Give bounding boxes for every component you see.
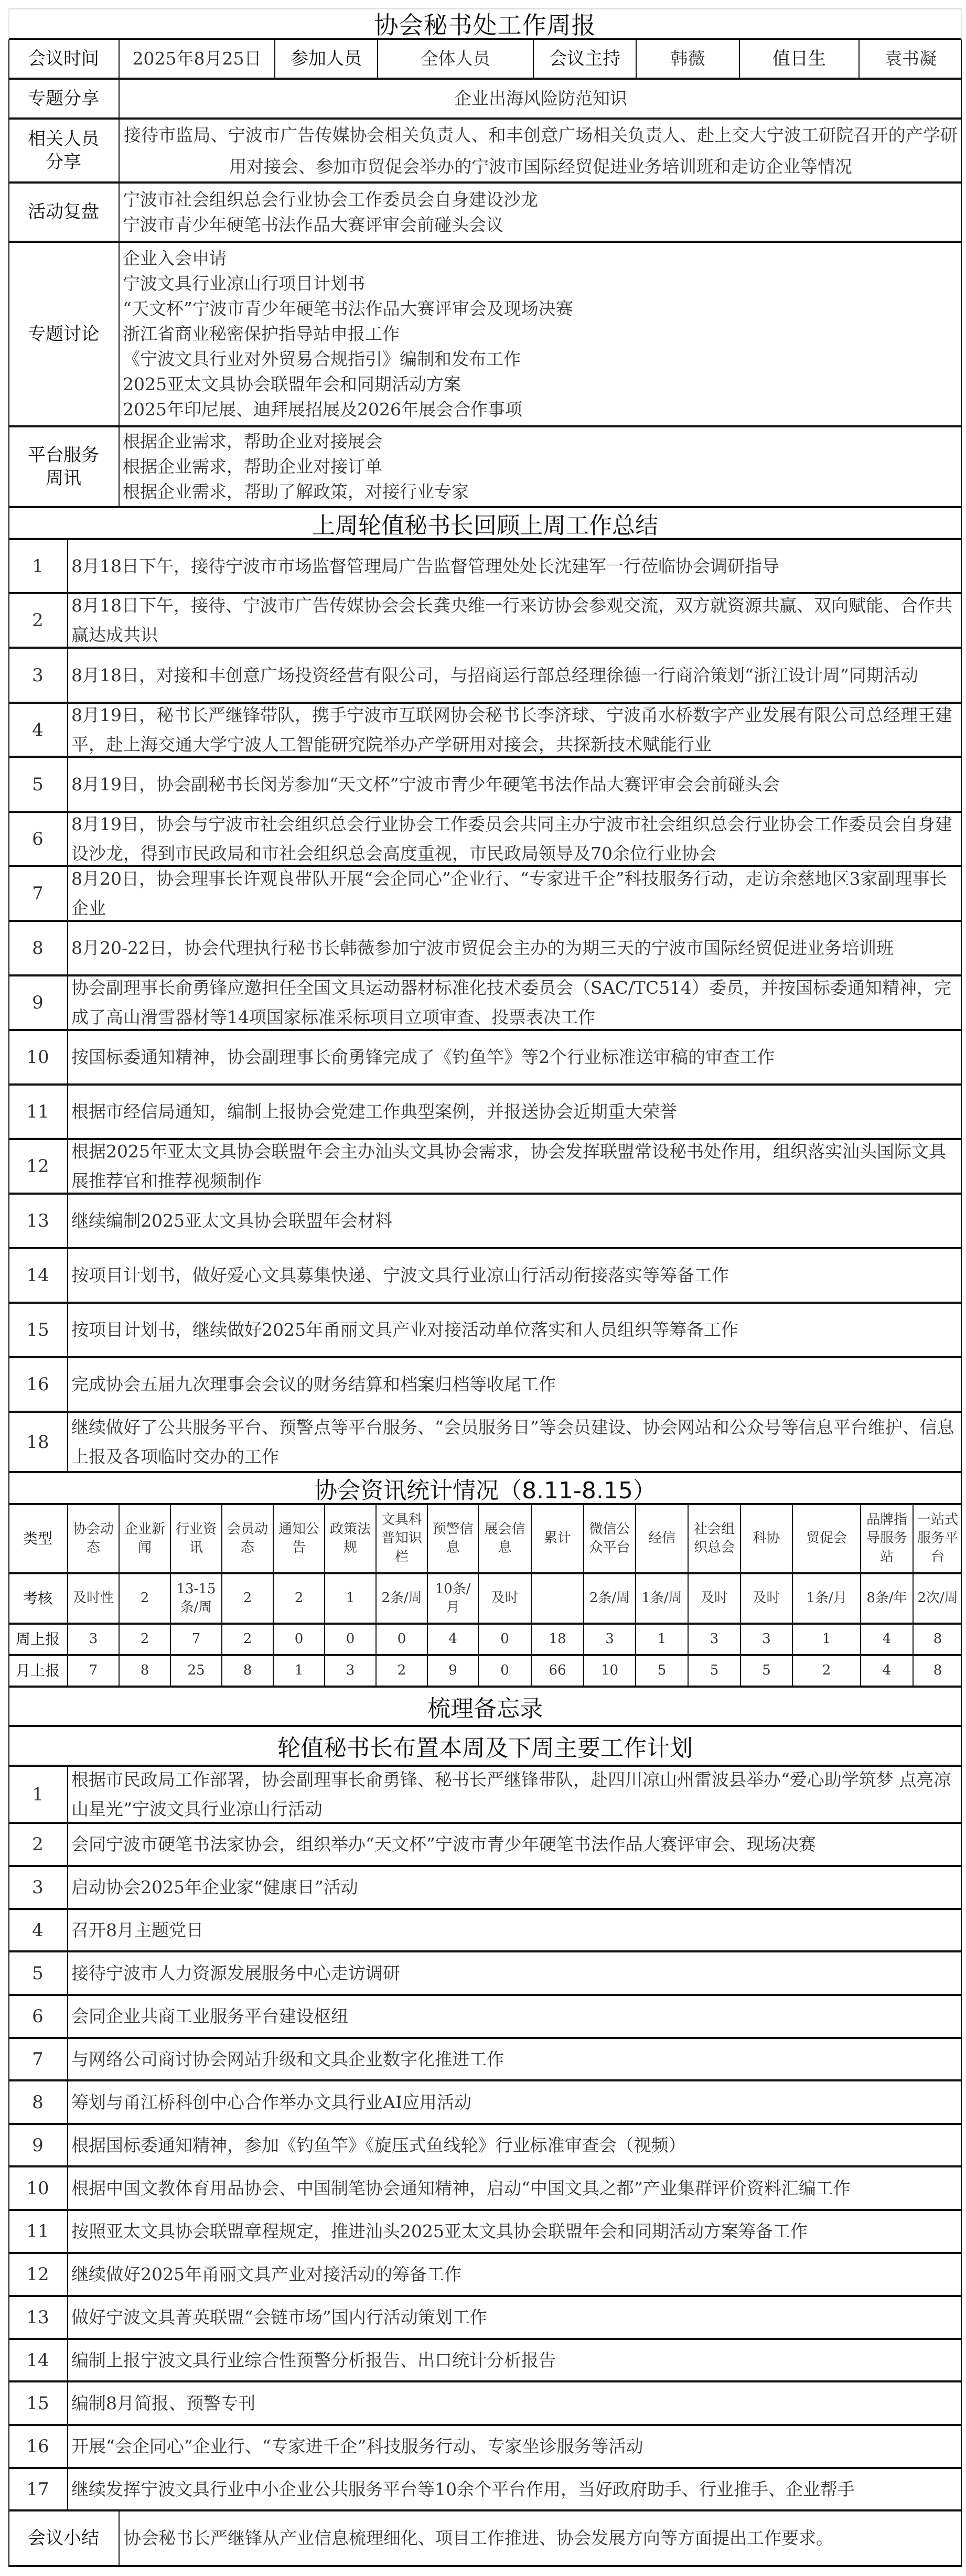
review-item-text: 协会副理事长俞勇锋应邀担任全国文具运动器材标准化技术委员会（SAC/TC514）委员，并按国标委通知精神，完成了高山滑雪器材等14项国家标准采标项目立项审查、投票表决工作 (71, 978, 952, 1027)
plan-item-text: 根据国标委通知精神，参加《钓鱼竿》《旋压式鱼线轮》行业标准审查会（视频） (71, 2134, 686, 2155)
stats-column-header: 展会信息 (479, 1505, 532, 1572)
weekly-report-document (8, 8, 962, 2567)
topic-share-label: 专题分享 (8, 80, 120, 117)
plan-item-number: 15 (8, 2382, 68, 2424)
stats-column-header: 文具科普知识栏 (377, 1505, 428, 1572)
stats-column-header: 科协 (741, 1505, 793, 1572)
review-item-number: 7 (8, 867, 68, 920)
review-item-number: 12 (8, 1140, 68, 1193)
plan-item-text: 会同企业共商工业服务平台建设枢纽 (71, 2006, 348, 2026)
stats-cell: 10 (584, 1656, 636, 1686)
plan-item-number: 6 (8, 1996, 68, 2037)
title-row (8, 8, 962, 40)
stats-cell: 及时 (741, 1574, 793, 1623)
stats-cell: 2 (377, 1656, 428, 1686)
plan-list (8, 1767, 962, 2511)
review-item-text: 8月18日，对接和丰创意广场投资经营有限公司，与招商运行部总经理徐德一行商洽策划“浙江设计周”同期活动 (71, 664, 918, 685)
plan-item-text: 开展“会企同心”企业行、“专家进千企”科技服务行动、专家坐诊服务等活动 (71, 2436, 643, 2456)
topic-discussion-item: 企业入会申请 (123, 248, 227, 269)
review-item-text: 8月18日下午，接待宁波市市场监督管理局广告监督管理处处长沈建军一行莅临协会调研指导 (71, 555, 779, 576)
plan-item-row (8, 2125, 962, 2167)
plan-item-number: 4 (8, 1910, 68, 1950)
plan-item-number: 3 (8, 1867, 68, 1908)
review-item-text: 按项目计划书，继续做好2025年甬丽文具产业对接活动单位落实和人员组织等筹备工作 (71, 1319, 738, 1340)
plan-item-text: 根据市民政局工作部署，协会副理事长俞勇锋、秘书长严继锋带队，赴四川凉山州雷波县举办“爱心助学筑梦 点亮凉山星光”宁波文具行业凉山行活动 (71, 1769, 951, 1819)
stats-cell: 8 (933, 1631, 942, 1647)
stats-cell-label: 周上报 (8, 1625, 68, 1654)
topic-discussion-item: 宁波文具行业凉山行项目计划书 (123, 273, 365, 294)
stats-cell: 8 (120, 1656, 171, 1686)
stats-column-header: 社会组织总会 (689, 1505, 741, 1572)
review-item-text: 继续做好了公共服务平台、预警点等平台服务、“会员服务日”等会员建设、协会网站和公众号等信息平台维护、信息上报及各项临时交办的工作 (71, 1416, 954, 1467)
review-item-text: 8月19日，协会副秘书长闵芳参加“天文杯”宁波市青少年硬笔书法作品大赛评审会会前碰头会 (71, 774, 780, 795)
plan-item-row (8, 1952, 962, 1996)
review-item-row (8, 1249, 962, 1304)
stats-cell: 3 (689, 1625, 741, 1654)
stats-column-header-label: 类型 (8, 1505, 68, 1572)
platform-service-item: 根据企业需求，帮助了解政策，对接行业专家 (123, 481, 469, 502)
review-item-text: 按项目计划书，做好爱心文具募集快递、宁波文具行业凉山行活动衔接落实等筹备工作 (71, 1265, 729, 1285)
plan-item-row (8, 1824, 962, 1867)
duty-label: 值日生 (740, 40, 860, 78)
stats-cell (532, 1574, 584, 1623)
activity-review-item: 宁波市社会组织总会行业协会工作委员会自身建设沙龙 (123, 189, 538, 210)
review-item-number: 5 (8, 758, 68, 811)
plan-item-text: 会同宁波市硬笔书法家协会，组织举办“天文杯”宁波市青少年硬笔书法作品大赛评审会、现场决赛 (71, 1834, 816, 1854)
stats-cell: 2 (120, 1574, 171, 1623)
plan-item-number: 1 (8, 1767, 68, 1822)
plan-item-text: 与网络公司商讨协会网站升级和文具企业数字化推进工作 (71, 2048, 504, 2069)
stats-heading-row (8, 1473, 962, 1505)
stats-cell: 8 (222, 1656, 274, 1686)
stats-column-header: 通知公告 (274, 1505, 325, 1572)
review-item-text: 8月20-22日，协会代理执行秘书长韩薇参加宁波市贸促会主办的为期三天的宁波市国际经贸促进业务培训班 (71, 938, 894, 958)
plan-item-text: 编制上报宁波文具行业综合性预警分析报告、出口统计分析报告 (71, 2349, 556, 2370)
stats-cell: 1 (274, 1656, 325, 1686)
staff-share-label: 相关人员分享 (8, 120, 120, 181)
review-list (8, 540, 962, 1473)
stats-column-header: 经信 (636, 1505, 689, 1572)
stats-data-row (8, 1656, 962, 1688)
stats-cell-label: 考核 (8, 1574, 68, 1623)
stats-cell: 5 (689, 1656, 741, 1686)
review-item-number: 2 (8, 594, 68, 647)
review-item-row (8, 1358, 962, 1413)
review-item-number: 16 (8, 1358, 68, 1411)
plan-item-text: 接待宁波市人力资源发展服务中心走访调研 (71, 1962, 400, 1983)
stats-column-header: 贸促会 (793, 1505, 861, 1572)
stats-cell: 0 (274, 1625, 325, 1654)
plan-item-number: 7 (8, 2039, 68, 2079)
platform-service-list (120, 427, 962, 506)
stats-cell: 2 (222, 1625, 274, 1654)
staff-share-row (8, 120, 962, 184)
meeting-time-value: 2025年8月25日 (120, 40, 275, 78)
stats-cell: 0 (325, 1625, 377, 1654)
stats-cell: 18 (532, 1625, 584, 1654)
stats-cell: 0 (479, 1625, 532, 1654)
review-item-row (8, 758, 962, 813)
plan-item-text: 启动协会2025年企业家“健康日”活动 (71, 1877, 358, 1897)
stats-cell: 1 (793, 1625, 861, 1654)
review-item-text: 8月19日，协会与宁波市社会组织总会行业协会工作委员会共同主办宁波市社会组织总会行业协会工作委员会自身建设沙龙，得到市民政局和市社会组织总会高度重视，市民政局领导及70余位行业协会 (71, 813, 952, 864)
topic-discussion-row (8, 243, 962, 427)
review-item-number: 1 (8, 540, 68, 592)
activity-review-row (8, 184, 962, 243)
review-item-text: 根据2025年亚太文具协会联盟年会主办汕头文具协会需求，协会发挥联盟常设秘书处作用，组织落实汕头国际文具展推荐官和推荐视频制作 (71, 1141, 946, 1191)
topic-discussion-item: 2025亚太文具协会联盟年会和同期活动方案 (123, 374, 461, 394)
topic-share-row (8, 80, 962, 120)
plan-item-row (8, 2167, 962, 2211)
plan-item-number: 2 (8, 1824, 68, 1865)
stats-cell: 3 (68, 1625, 120, 1654)
plan-item-row (8, 2211, 962, 2254)
review-item-row (8, 1031, 962, 1086)
stats-cell: 8 (933, 1662, 942, 1679)
plan-item-text: 按照亚太文具协会联盟章程规定，推进汕头2025亚太文具协会联盟年会和同期活动方案筹备工作 (71, 2221, 808, 2241)
stats-cell: 0 (479, 1656, 532, 1686)
plan-item-row (8, 2254, 962, 2297)
plan-item-row (8, 2297, 962, 2340)
plan-item-number: 9 (8, 2125, 68, 2165)
review-item-row (8, 813, 962, 867)
review-item-row (8, 1086, 962, 1140)
stats-column-header: 累计 (532, 1505, 584, 1572)
review-heading-row (8, 508, 962, 540)
review-item-row (8, 1304, 962, 1358)
stats-cell: 2 (120, 1625, 171, 1654)
review-item-number: 8 (8, 922, 68, 974)
plan-item-text: 做好宁波文具菁英联盟“会链市场”国内行活动策划工作 (71, 2307, 487, 2327)
topic-discussion-list (120, 243, 962, 425)
review-item-text: 8月20日，协会理事长许观良带队开展“会企同心”企业行、“专家进千企”科技服务行动，走访余慈地区3家副理事长企业 (71, 868, 947, 918)
stats-header-row (8, 1505, 962, 1574)
plan-item-text: 继续做好2025年甬丽文具产业对接活动的筹备工作 (71, 2264, 461, 2284)
stats-column-header: 政策法规 (325, 1505, 377, 1572)
plan-item-number: 12 (8, 2254, 68, 2295)
stats-cell: 2 (222, 1574, 274, 1623)
stats-cell: 7 (171, 1625, 222, 1654)
topic-discussion-item: “天文杯”宁波市青少年硬笔书法作品大赛评审会及现场决赛 (123, 298, 573, 319)
stats-cell: 及时性 (68, 1574, 120, 1623)
stats-table (8, 1505, 962, 1688)
plan-item-text: 根据中国文教体育用品协会、中国制笔协会通知精神，启动“中国文具之都”产业集群评价资料汇编工作 (71, 2177, 851, 2198)
stats-column-header: 会员动态 (222, 1505, 274, 1572)
stats-column-header: 品牌指导服务站 (861, 1505, 914, 1572)
platform-service-row (8, 427, 962, 508)
plan-item-number: 8 (8, 2081, 68, 2123)
review-item-row (8, 594, 962, 649)
stats-cell: 2条/周 (584, 1574, 636, 1623)
stats-cell: 1条/周 (636, 1574, 689, 1623)
plan-item-number: 11 (8, 2211, 68, 2252)
attendees-label: 参加人员 (275, 40, 378, 78)
topic-discussion-item: 浙江省商业秘密保护指导站申报工作 (123, 324, 400, 344)
plan-item-number: 10 (8, 2167, 68, 2209)
plan-item-row (8, 2081, 962, 2125)
topic-discussion-label: 专题讨论 (8, 243, 120, 425)
duty-value: 袁书凝 (885, 48, 937, 69)
stats-cell: 4 (861, 1625, 914, 1654)
review-item-text: 根据市经信局通知，编制上报协会党建工作典型案例，并报送协会近期重大荣誉 (71, 1101, 677, 1122)
plan-item-row (8, 2039, 962, 2081)
plan-item-row (8, 1767, 962, 1824)
review-item-number: 13 (8, 1195, 68, 1247)
stats-cell: 2 (274, 1574, 325, 1623)
review-item-number: 3 (8, 649, 68, 702)
stats-cell: 及时 (479, 1574, 532, 1623)
review-item-row (8, 704, 962, 758)
review-item-number: 14 (8, 1249, 68, 1302)
review-heading: 上周轮值秘书长回顾上周工作总结 (312, 512, 658, 538)
stats-cell: 5 (636, 1656, 689, 1686)
review-item-number: 15 (8, 1304, 68, 1356)
plan-item-number: 17 (8, 2469, 68, 2509)
plan-item-row (8, 2340, 962, 2382)
stats-cell: 及时 (689, 1574, 741, 1623)
host-value: 韩薇 (637, 40, 740, 78)
summary-label: 会议小结 (8, 2511, 120, 2565)
memo-heading-row (8, 1688, 962, 1727)
summary-row (8, 2511, 962, 2567)
stats-cell: 13-15条/周 (171, 1574, 222, 1623)
review-item-row (8, 976, 962, 1031)
plan-item-text: 编制8月简报、预警专刊 (71, 2392, 255, 2413)
plan-item-row (8, 1910, 962, 1952)
stats-cell: 8条/年 (861, 1574, 914, 1623)
stats-column-header: 行业资讯 (171, 1505, 222, 1572)
plan-item-number: 16 (8, 2426, 68, 2467)
stats-cell: 4 (428, 1625, 479, 1654)
plan-item-row (8, 1996, 962, 2039)
host-label: 会议主持 (534, 40, 637, 78)
plan-item-number: 13 (8, 2297, 68, 2338)
activity-review-list (120, 184, 962, 241)
review-item-row (8, 922, 962, 976)
review-item-row (8, 1195, 962, 1249)
activity-review-item: 宁波市青少年硬笔书法作品大赛评审会前碰头会议 (123, 214, 503, 235)
plan-item-row (8, 2426, 962, 2469)
review-item-text: 继续编制2025亚太文具协会联盟年会材料 (71, 1210, 392, 1231)
stats-cell: 10条/月 (428, 1574, 479, 1623)
review-item-text: 8月19日，秘书长严继锋带队，携手宁波市互联网协会秘书长李济球、宁波甬水桥数字产业发展有限公司总经理王建平，赴上海交通大学宁波人工智能研究院举办产学研用对接会，共探新技术赋能行业 (71, 704, 952, 755)
review-item-row (8, 1140, 962, 1195)
review-item-text: 完成协会五届九次理事会会议的财务结算和档案归档等收尾工作 (71, 1374, 556, 1394)
stats-cell: 3 (325, 1656, 377, 1686)
plan-item-row (8, 2382, 962, 2426)
page-title: 协会秘书处工作周报 (374, 11, 596, 39)
review-item-number: 10 (8, 1031, 68, 1083)
stats-cell: 1 (636, 1625, 689, 1654)
topic-discussion-item: 2025年印尼展、迪拜展招展及2026年展会合作事项 (123, 399, 522, 420)
meeting-info-row (8, 40, 962, 80)
stats-column-header: 微信公众平台 (584, 1505, 636, 1572)
memo-heading: 梳理备忘录 (427, 1695, 543, 1722)
review-item-row (8, 1413, 962, 1473)
stats-cell: 66 (532, 1656, 584, 1686)
stats-cell-label: 月上报 (8, 1656, 68, 1686)
attendees-value: 全体人员 (378, 40, 534, 78)
stats-column-header: 企业新闻 (120, 1505, 171, 1572)
plan-item-text: 召开8月主题党日 (71, 1919, 203, 1940)
stats-column-header: 一站式服务平台 (917, 1512, 958, 1565)
review-item-row (8, 540, 962, 594)
stats-column-header: 预警信息 (428, 1505, 479, 1572)
stats-cell: 1 (325, 1574, 377, 1623)
review-item-text: 按国标委通知精神，协会副理事长俞勇锋完成了《钓鱼竿》等2个行业标准送审稿的审查工作 (71, 1047, 775, 1067)
stats-cell: 3 (584, 1625, 636, 1654)
review-item-number: 11 (8, 1086, 68, 1138)
stats-cell: 2条/周 (377, 1574, 428, 1623)
stats-cell: 1条/月 (793, 1574, 861, 1623)
plan-item-row (8, 1867, 962, 1910)
stats-column-header: 协会动态 (68, 1505, 120, 1572)
review-item-number: 6 (8, 813, 68, 865)
stats-cell: 25 (171, 1656, 222, 1686)
platform-service-label: 平台服务周讯 (8, 427, 120, 506)
platform-service-item: 根据企业需求，帮助企业对接订单 (123, 456, 382, 477)
plan-item-text: 筹划与甬江桥科创中心合作举办文具行业AI应用活动 (71, 2091, 471, 2112)
topic-discussion-item: 《宁波文具行业对外贸易合规指引》编制和发布工作 (123, 349, 521, 369)
platform-service-item: 根据企业需求，帮助企业对接展会 (123, 431, 382, 452)
plan-item-text: 继续发挥宁波文具行业中小企业公共服务平台等10余个平台作用，当好政府助手、行业推手、企业帮手 (71, 2478, 855, 2499)
stats-cell: 9 (428, 1656, 479, 1686)
plan-item-number: 5 (8, 1952, 68, 1994)
plan-heading-row (8, 1727, 962, 1767)
stats-heading: 协会资讯统计情况（8.11-8.15） (314, 1477, 656, 1503)
review-item-number: 4 (8, 704, 68, 756)
plan-item-row (8, 2469, 962, 2511)
stats-cell: 2次/周 (917, 1590, 958, 1606)
stats-cell: 2 (793, 1656, 861, 1686)
stats-data-row (8, 1574, 962, 1625)
review-item-row (8, 649, 962, 704)
meeting-time-label: 会议时间 (8, 40, 120, 78)
review-item-text: 8月18日下午，接待、宁波市广告传媒协会会长龚央维一行来访协会参观交流，双方就资源共赢、双向赋能、合作共赢达成共识 (71, 595, 952, 645)
review-item-row (8, 867, 962, 922)
summary-value: 协会秘书长严继锋从产业信息梳理细化、项目工作推进、协会发展方向等方面提出工作要求。 (124, 2528, 833, 2548)
stats-cell: 5 (741, 1656, 793, 1686)
plan-heading: 轮值秘书长布置本周及下周主要工作计划 (277, 1735, 693, 1762)
topic-share-value: 企业出海风险防范知识 (454, 88, 627, 109)
stats-data-row (8, 1625, 962, 1656)
staff-share-value: 接待市监局、宁波市广告传媒协会相关负责人、和丰创意广场相关负责人、赴上交大宁波工研院召开的产学研用对接会、参加市贸促会举办的宁波市国际经贸促进业务培训班和走访企业等情况 (124, 125, 958, 177)
stats-cell: 4 (861, 1656, 914, 1686)
stats-cell: 0 (377, 1625, 428, 1654)
stats-cell: 3 (741, 1625, 793, 1654)
review-item-number: 18 (8, 1413, 68, 1471)
activity-review-label: 活动复盘 (8, 184, 120, 241)
stats-cell: 7 (68, 1656, 120, 1686)
plan-item-number: 14 (8, 2340, 68, 2380)
review-item-number: 9 (8, 976, 68, 1029)
